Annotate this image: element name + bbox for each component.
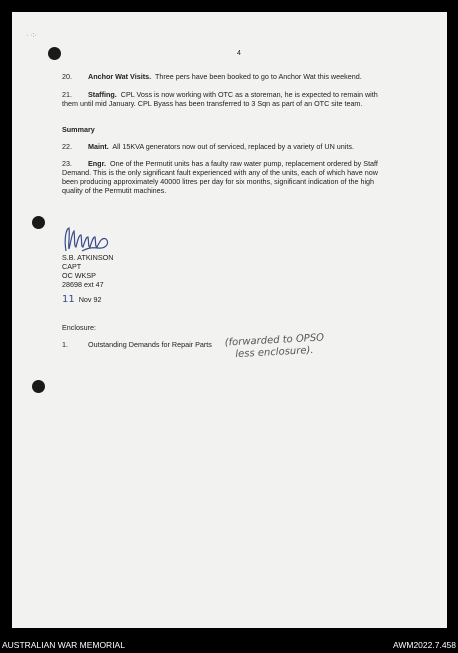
- enclosure-heading: Enclosure:: [62, 323, 96, 332]
- paragraph-22: 22. Maint. All 15KVA generators now out of serviced, replaced by a variety of UN units.: [62, 142, 354, 151]
- handwritten-day: 11: [62, 294, 75, 305]
- footer-archive-name: AUSTRALIAN WAR MEMORIAL: [2, 640, 125, 650]
- paragraph-21: 21. Staffing. CPL Voss is now working with OTC as a storeman, he is expected to remain with them until mid January. CPL Byass has been transferred to 3 Sqn as part of an OTC site team.: [62, 90, 378, 108]
- paragraph-20: 20. Anchor Wat Visits. Three pers have been booked to go to Anchor Wat this weekend.: [62, 72, 362, 81]
- footer-catalogue-number: AWM2022.7.458: [393, 640, 456, 650]
- scan-mark: · ·:·: [26, 32, 37, 39]
- summary-heading: Summary: [62, 125, 95, 134]
- signatory-name: S.B. ATKINSON: [62, 253, 114, 262]
- signatory-phone: 28698 ext 47: [62, 280, 104, 289]
- document-page: [12, 12, 447, 628]
- enclosure-item: 1. Outstanding Demands for Repair Parts: [62, 340, 212, 349]
- punch-hole-middle: [32, 216, 45, 229]
- handwritten-note: (forwarded to OPSO less enclosure).: [224, 332, 325, 361]
- signatory-role: OC WKSP: [62, 271, 96, 280]
- signature-block: [62, 253, 113, 289]
- page-number: 4: [237, 50, 241, 57]
- punch-hole-bottom: [32, 380, 45, 393]
- punch-hole-top: [48, 47, 61, 60]
- signature-scribble: [60, 225, 112, 253]
- date-line: 11 Nov 92: [62, 294, 102, 305]
- paragraph-23: 23. Engr. One of the Permutit units has a faulty raw water pump, replacement ordered by Staff Demand. This is the only significant fault experienced with any of the units, each of which have now been producing approximately 40000 litres per day for six months, significant indication of the high quality of the Permutit machines.: [62, 159, 378, 195]
- signatory-rank: CAPT: [62, 262, 82, 271]
